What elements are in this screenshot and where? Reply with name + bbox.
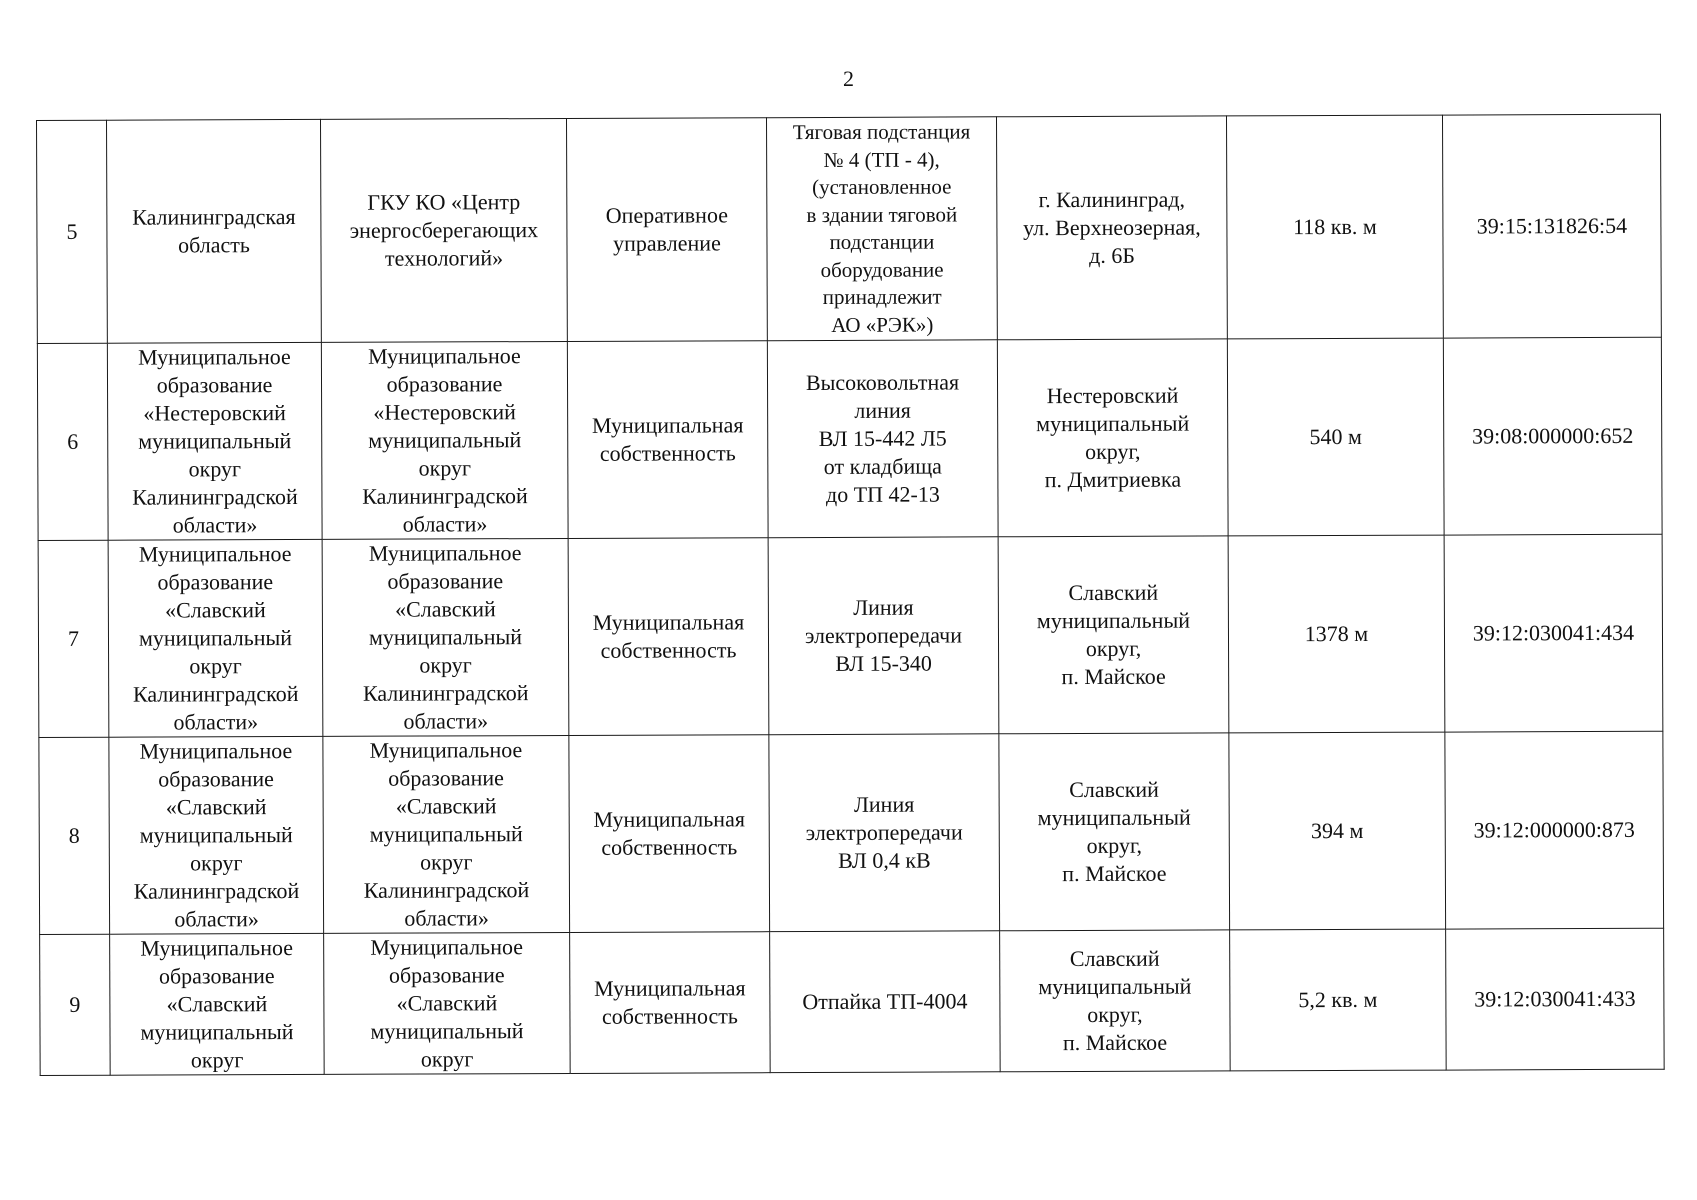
cell-cadastral-number: 39:15:131826:54 (1442, 114, 1661, 338)
table-row (38, 534, 1663, 737)
cell-size: 540 м (1227, 338, 1444, 536)
cell-right-type: Муниципальная собственность (567, 341, 768, 539)
property-table (36, 114, 1665, 1076)
cell-address: Нестеровский муниципальный округ, п. Дмитриевка (997, 339, 1228, 537)
cell-cadastral-number: 39:08:000000:652 (1443, 337, 1662, 535)
cell-size: 5,2 кв. м (1230, 929, 1447, 1071)
cell-number: 9 (40, 934, 111, 1075)
cell-right-type: Оперативное управление (566, 118, 767, 342)
cell-address: Славский муниципальный округ, п. Майское (999, 733, 1230, 931)
cell-number: 7 (38, 540, 109, 737)
cell-size: 118 кв. м (1226, 115, 1443, 339)
cell-size: 394 м (1229, 732, 1446, 930)
cell-object-name: Тяговая подстанция № 4 (ТП - 4), (установленное в здании тяговой подстанции оборудование принадлежит АО «РЭК») (766, 117, 997, 341)
table-row (40, 928, 1665, 1075)
table-row (39, 731, 1664, 934)
cell-cadastral-number: 39:12:000000:873 (1445, 731, 1664, 929)
cell-owner: Муниципальное образование «Славский муниципальный округ (110, 933, 325, 1075)
cell-holder: Муниципальное образование «Славский муниципальный округ (324, 932, 571, 1074)
page-number: 2 (843, 66, 854, 91)
cell-number: 8 (39, 737, 110, 934)
cell-number: 5 (37, 120, 108, 343)
cell-object-name: Линия электропередачи ВЛ 15-340 (768, 537, 999, 735)
cell-holder: Муниципальное образование «Славский муниципальный округ Калининградской области» (322, 538, 569, 736)
cell-size: 1378 м (1228, 535, 1445, 733)
cell-object-name: Отпайка ТП-4004 (770, 931, 1001, 1073)
cell-cadastral-number: 39:12:030041:433 (1446, 928, 1665, 1070)
cell-owner: Муниципальное образование «Славский муниципальный округ Калининградской области» (108, 539, 323, 737)
cell-owner: Муниципальное образование «Славский муниципальный округ Калининградской области» (109, 736, 324, 934)
cell-right-type: Муниципальная собственность (570, 932, 771, 1074)
cell-object-name: Линия электропередачи ВЛ 0,4 кВ (769, 734, 1000, 932)
cell-right-type: Муниципальная собственность (569, 735, 770, 933)
cell-holder: ГКУ КО «Центр энергосберегающих технологий» (320, 118, 567, 342)
table-row (37, 337, 1662, 540)
cell-number: 6 (37, 343, 108, 540)
cell-address: Славский муниципальный округ, п. Майское (1000, 930, 1231, 1072)
cell-holder: Муниципальное образование «Нестеровский муниципальный округ Калининградской области» (321, 341, 568, 539)
cell-owner: Калининградская область (107, 119, 322, 343)
cell-right-type: Муниципальная собственность (568, 538, 769, 736)
cell-address: г. Калининград, ул. Верхнеозерная, д. 6Б (996, 116, 1227, 340)
cell-cadastral-number: 39:12:030041:434 (1444, 534, 1663, 732)
cell-holder: Муниципальное образование «Славский муниципальный округ Калининградской области» (323, 735, 570, 933)
cell-owner: Муниципальное образование «Нестеровский муниципальный округ Калининградской области» (107, 342, 322, 540)
cell-object-name: Высоковольтная линия ВЛ 15-442 Л5 от кладбища до ТП 42-13 (767, 340, 998, 538)
table-row (37, 114, 1662, 343)
cell-address: Славский муниципальный округ, п. Майское (998, 536, 1229, 734)
